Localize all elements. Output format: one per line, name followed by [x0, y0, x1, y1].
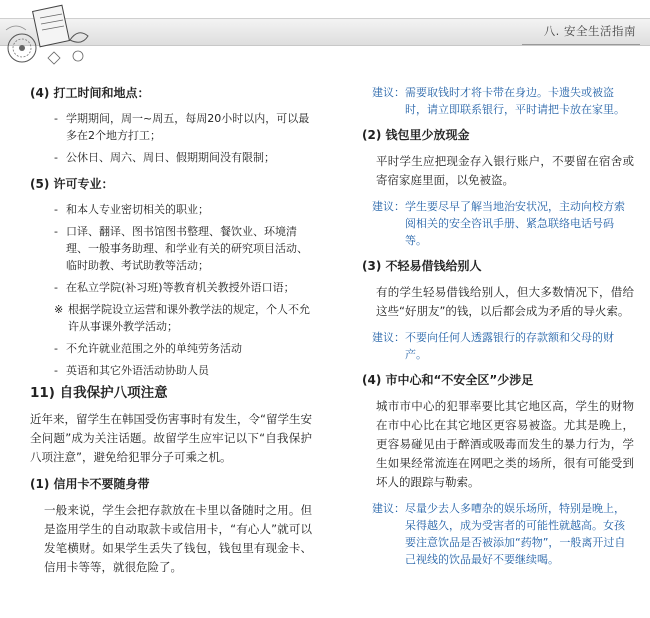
subsection-title-lending: (3) 不轻易借钱给别人	[362, 259, 482, 273]
downtown-text: 城市市中心的犯罪率要比其它地区高，学生的财物在市中心比在其它地区更容易被盗。尤其是晚上，更容易碰见由于醉酒或吸毒而发生的暴力行为，学生如果经常流连在网吧之类的场所，很有可能受到坏人的跟踪与勒索。	[376, 399, 634, 489]
permitted-fields-list	[30, 201, 312, 296]
left-column	[30, 84, 312, 585]
credit-card-text: 一般来说，学生会把存款放在卡里以备随时之用。但是盗用学生的自动取款卡或信用卡，“有心人”就可以发笔横财。如果学生丢失了钱包，钱包里有现金卡、信用卡等等，就很危险了。	[44, 503, 312, 574]
subsection-title-cash: (2) 钱包里少放现金	[362, 128, 470, 142]
chapter-title: 八. 安全生活指南	[543, 24, 636, 38]
permitted-fields-list-b	[30, 340, 312, 379]
section-title-self-protection: 11) 自我保护八项注意	[30, 385, 168, 401]
subsection-title-credit-card: (1) 信用卡不要随身带	[30, 477, 150, 491]
note-mark: ※	[54, 303, 64, 316]
list-item: - 不允许就业范围之外的单纯劳务活动	[54, 340, 312, 357]
section-title-work-hours: (4) 打工时间和地点：	[30, 86, 150, 100]
advice-2	[372, 198, 634, 249]
chapter-underline	[522, 44, 640, 45]
advice-text: 尽量少去人多嘈杂的娱乐场所，特别是晚上，呆得越久，成为受害者的可能性就越高。女孩要注意饮品是否被添加“药物”，一般离开过自己视线的饮品最好不要继续喝。	[405, 502, 626, 566]
lending-text: 有的学生轻易借钱给别人，但大多数情况下，借给这些“好朋友”的钱，以后都会成为矛盾的导火索。	[376, 285, 634, 318]
advice-text: 需要取钱时才将卡带在身边。卡遗失或被盗时，请立即联系银行，平时请把卡放在家里。	[405, 86, 625, 116]
self-protection-intro: 近年来，留学生在韩国受伤害事时有发生，令“留学生安全问题”成为关注话题。故留学生应牢记以下“自我保护八项注意”，避免给犯罪分子可乘之机。	[30, 412, 312, 464]
list-item: - 学期期间，周一~周五，每周20小时以内，可以最多在2个地方打工；	[54, 110, 312, 144]
decorative-sketch-icon	[0, 0, 100, 70]
subsection-title-downtown: (4) 市中心和“不安全区”少涉足	[362, 373, 534, 387]
work-hours-list	[30, 110, 312, 166]
advice-label: 建议：	[372, 502, 405, 515]
advice-label: 建议：	[372, 86, 405, 99]
list-item: - 英语和其它外语活动协助人员	[54, 362, 312, 379]
advice-1	[372, 84, 634, 118]
cash-text: 平时学生应把现金存入银行账户，不要留在宿舍或寄宿家庭里面，以免被盗。	[376, 154, 634, 187]
advice-4	[372, 500, 634, 568]
advice-text: 不要向任何人透露银行的存款额和父母的财产。	[405, 331, 614, 361]
list-item: - 和本人专业密切相关的职业；	[54, 201, 312, 218]
list-item: - 口译、翻译、图书馆图书整理、餐饮业、环境清理、一般事务助理、和学业有关的研究项目活动、临时助教、考试助教等活动；	[54, 223, 312, 274]
section-title-permitted-fields: (5) 许可专业：	[30, 177, 114, 191]
advice-label: 建议：	[372, 331, 405, 344]
note	[54, 301, 312, 335]
advice-3	[372, 329, 634, 363]
advice-text: 学生要尽早了解当地治安状况，主动向校方索阅相关的安全咨讯手册、紧急联络电话号码等。	[405, 200, 625, 247]
advice-label: 建议：	[372, 200, 405, 213]
list-item: - 公休日、周六、周日、假期期间没有限制；	[54, 149, 312, 166]
note-text: 根据学院设立运营和课外教学法的规定，个人不允许从事课外教学活动；	[68, 303, 310, 333]
right-column	[362, 84, 634, 576]
list-item: - 在私立学院(补习班)等教育机关教授外语口语；	[54, 279, 312, 296]
